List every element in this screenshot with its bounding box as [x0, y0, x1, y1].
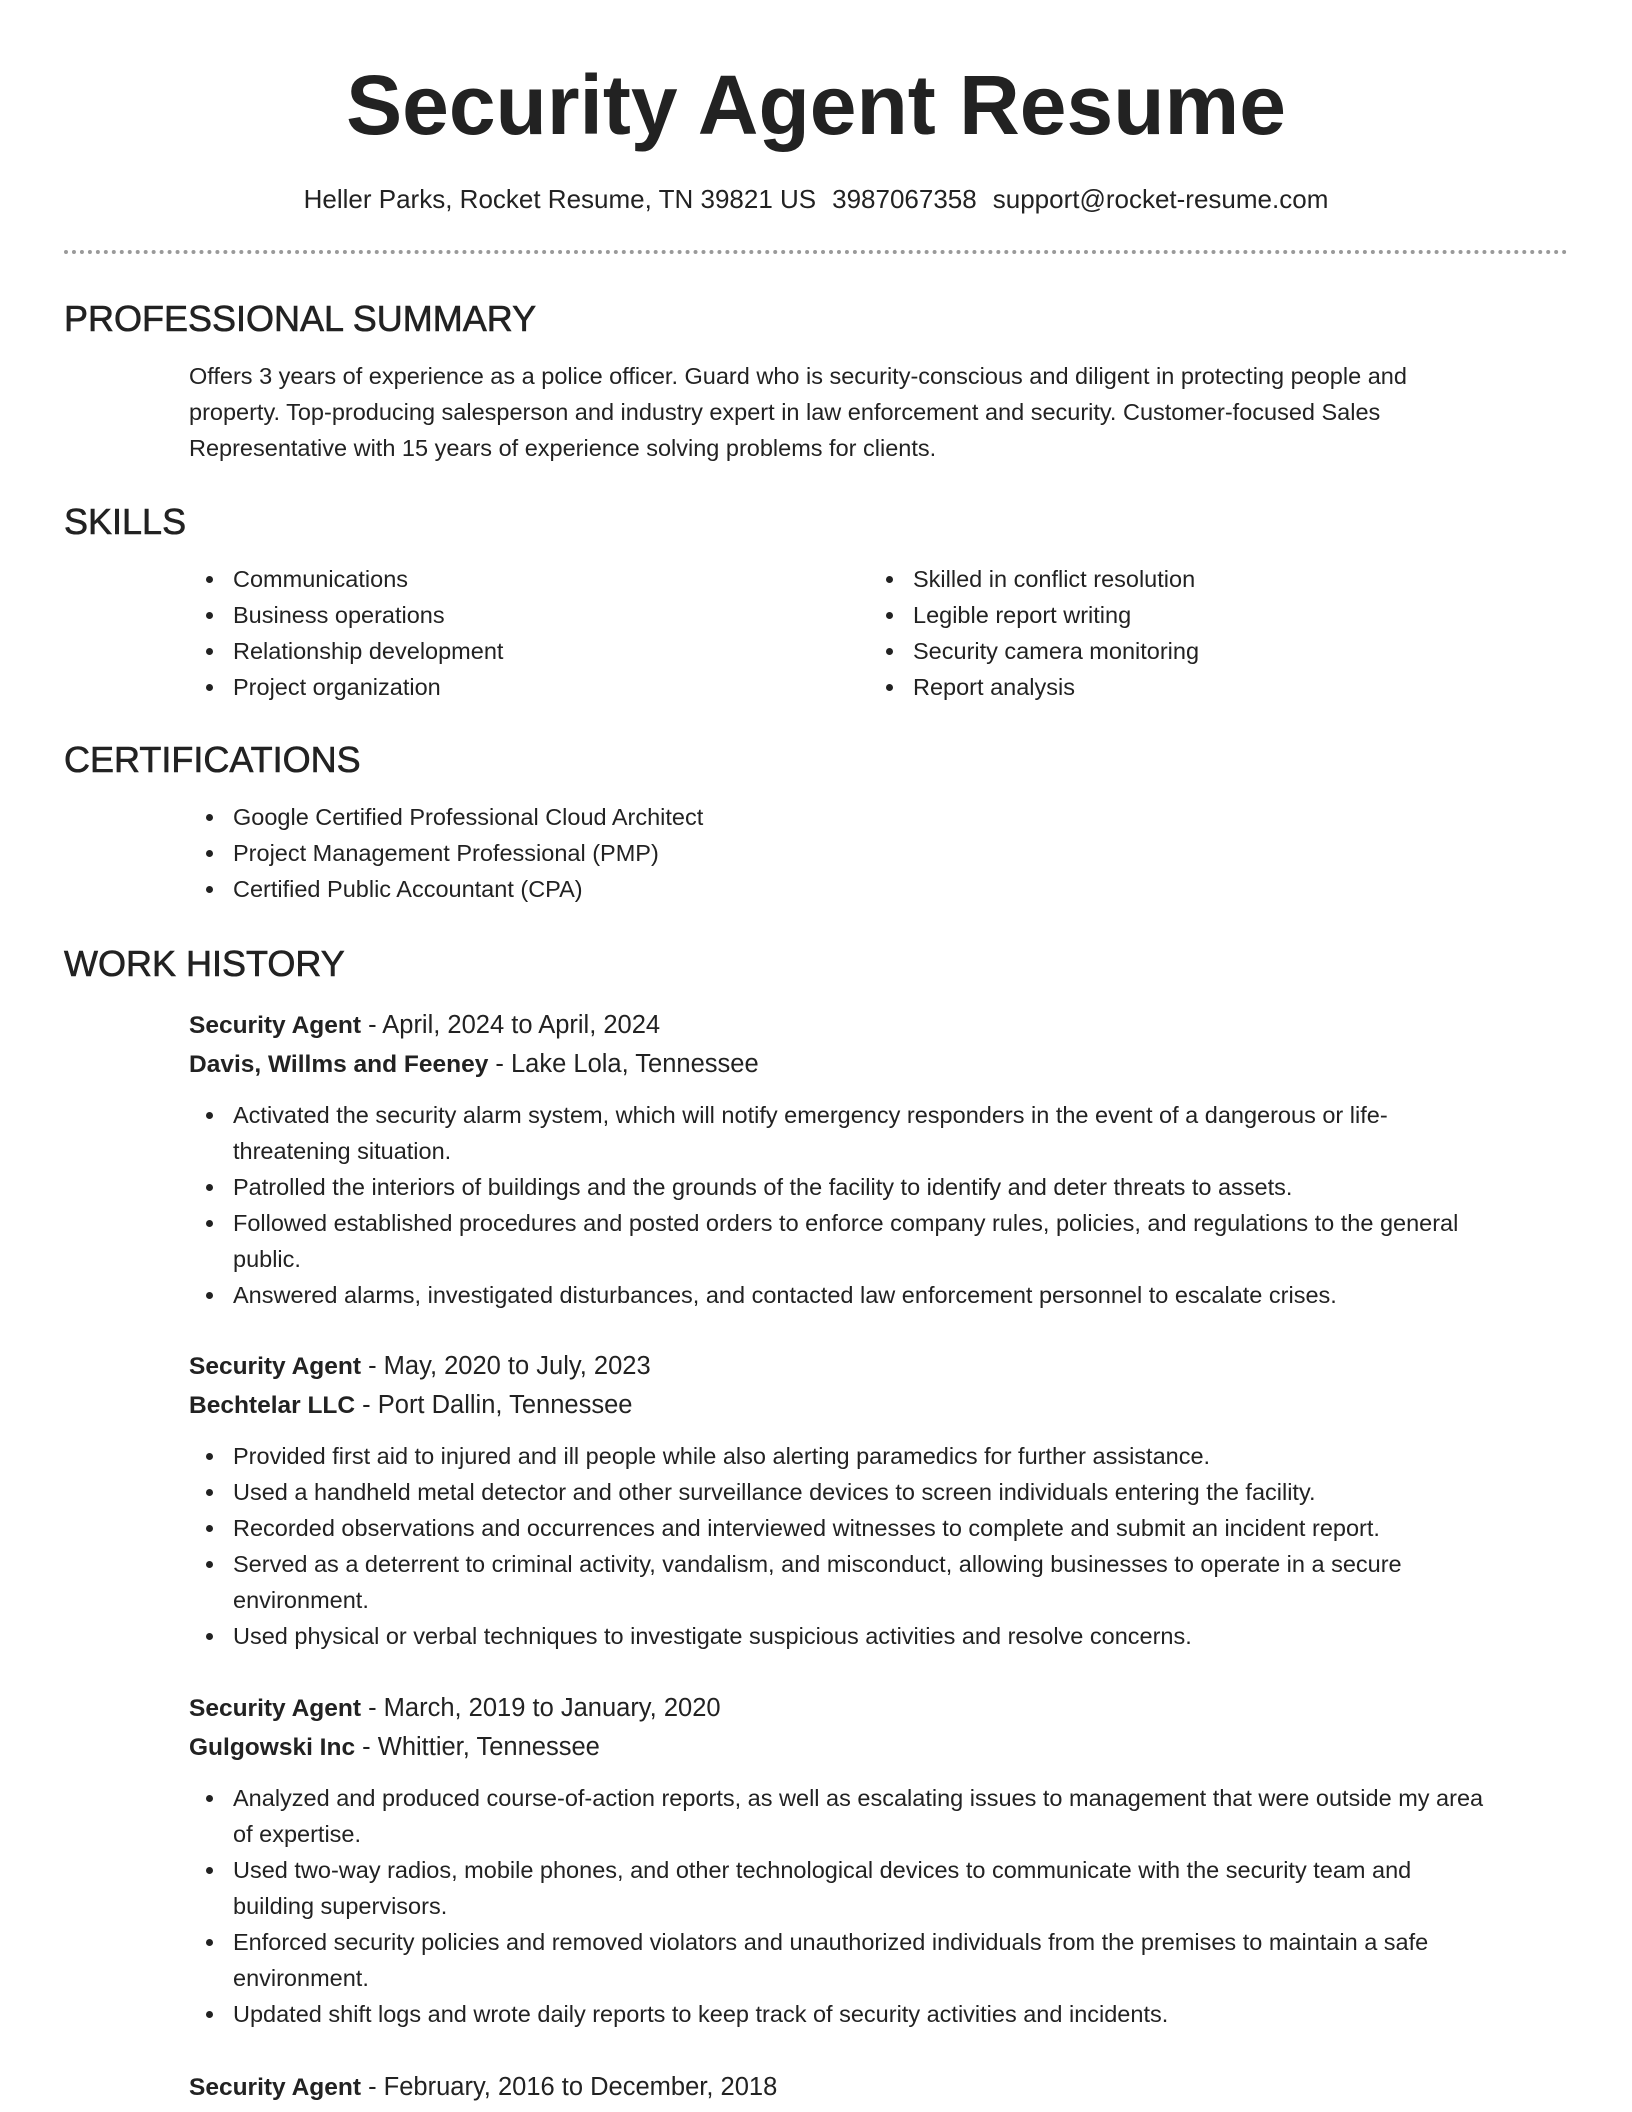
skills-left-column	[189, 561, 829, 705]
certification-item: Project Management Professional (PMP)	[189, 835, 1559, 871]
certifications-heading: CERTIFICATIONS	[64, 739, 361, 780]
certification-item: Google Certified Professional Cloud Architect	[189, 799, 1559, 835]
skill-item: Skilled in conflict resolution	[869, 561, 1509, 597]
job-company: Davis, Willms and Feeney	[189, 1051, 489, 1078]
job-duty: Recorded observations and occurrences and interviewed witnesses to complete and submit an incident report.	[189, 1510, 1559, 1546]
job-duties	[189, 1438, 1559, 1654]
job-company-line	[189, 1045, 1559, 1084]
summary-heading: PROFESSIONAL SUMMARY	[64, 298, 537, 339]
skills-right-column	[869, 561, 1509, 705]
contact-phone: 3987067358	[832, 184, 977, 214]
job-duty: Used a handheld metal detector and other surveillance devices to screen individuals entering the facility.	[189, 1474, 1559, 1510]
job-duty: Patrolled the interiors of buildings and the grounds of the facility to identify and deter threats to assets.	[189, 1169, 1559, 1205]
summary-body	[189, 358, 1559, 466]
contact-line	[0, 182, 1632, 216]
job-duty: Enforced security policies and removed violators and unauthorized individuals from the premises to maintain a safe environment.	[189, 1924, 1559, 1996]
work-history-heading: WORK HISTORY	[64, 943, 345, 984]
job-duties	[189, 1097, 1559, 1313]
skill-item: Report analysis	[869, 669, 1509, 705]
job-dates: - May, 2020 to July, 2023	[361, 1352, 651, 1380]
job-company-line	[189, 1386, 1559, 1425]
job-location: - Port Dallin, Tennessee	[355, 1391, 633, 1419]
job-entry	[189, 1006, 1559, 1313]
header-divider	[64, 250, 1568, 254]
job-entry	[189, 1689, 1559, 2032]
job-duty: Provided first aid to injured and ill people while also alerting paramedics for further assistance.	[189, 1438, 1559, 1474]
skill-item: Security camera monitoring	[869, 633, 1509, 669]
contact-address: Heller Parks, Rocket Resume, TN 39821 US	[303, 184, 817, 214]
skill-item: Legible report writing	[869, 597, 1509, 633]
job-company: Gulgowski Inc	[189, 1734, 356, 1761]
job-title-line	[189, 1689, 1559, 1728]
job-title-line	[189, 1006, 1559, 1045]
job-title-line	[189, 2068, 1559, 2107]
summary-line: Offers 3 years of experience as a police officer. Guard who is security-conscious and diligent in protecting people and	[189, 363, 1407, 389]
contact-email[interactable]: support@rocket-resume.com	[992, 184, 1329, 214]
job-dates: - February, 2016 to December, 2018	[361, 2073, 778, 2101]
skill-item: Business operations	[189, 597, 829, 633]
job-duty: Answered alarms, investigated disturbances, and contacted law enforcement personnel to escalate crises.	[189, 1277, 1559, 1313]
job-duty: Served as a deterrent to criminal activity, vandalism, and misconduct, allowing businesses to operate in a secure environment.	[189, 1546, 1559, 1618]
skills-heading: SKILLS	[64, 501, 187, 542]
skill-item: Communications	[189, 561, 829, 597]
job-dates: - April, 2024 to April, 2024	[361, 1011, 661, 1039]
job-role: Security Agent	[189, 1012, 361, 1039]
summary-line: property. Top-producing salesperson and industry expert in law enforcement and security. Customer-focused Sales	[189, 399, 1381, 425]
job-title-line	[189, 1347, 1559, 1386]
job-entry	[189, 2068, 1559, 2107]
job-role: Security Agent	[189, 1695, 361, 1722]
job-location: - Whittier, Tennessee	[355, 1733, 600, 1761]
resume-title: Security Agent Resume	[346, 58, 1286, 152]
summary-line: Representative with 15 years of experience solving problems for clients.	[189, 435, 937, 461]
certifications-list	[189, 799, 1559, 907]
job-duty: Updated shift logs and wrote daily reports to keep track of security activities and incidents.	[189, 1996, 1559, 2032]
job-role: Security Agent	[189, 1353, 361, 1380]
job-company: Bechtelar LLC	[189, 1392, 356, 1419]
job-duty: Activated the security alarm system, which will notify emergency responders in the event of a dangerous or life- threatening situation.	[189, 1097, 1559, 1169]
job-duty: Used physical or verbal techniques to investigate suspicious activities and resolve concerns.	[189, 1618, 1559, 1654]
job-location: - Lake Lola, Tennessee	[488, 1050, 759, 1078]
skill-item: Relationship development	[189, 633, 829, 669]
job-duty: Followed established procedures and posted orders to enforce company rules, policies, and regulations to the general public.	[189, 1205, 1559, 1277]
job-entry	[189, 1347, 1559, 1654]
job-role: Security Agent	[189, 2074, 361, 2101]
job-duties	[189, 1780, 1559, 2032]
job-dates: - March, 2019 to January, 2020	[361, 1694, 721, 1722]
job-duty: Used two-way radios, mobile phones, and other technological devices to communicate with the security team and building supervisors.	[189, 1852, 1559, 1924]
skill-item: Project organization	[189, 669, 829, 705]
certification-item: Certified Public Accountant (CPA)	[189, 871, 1559, 907]
job-duty: Analyzed and produced course-of-action reports, as well as escalating issues to management that were outside my area of expertise.	[189, 1780, 1559, 1852]
job-company-line	[189, 1728, 1559, 1767]
